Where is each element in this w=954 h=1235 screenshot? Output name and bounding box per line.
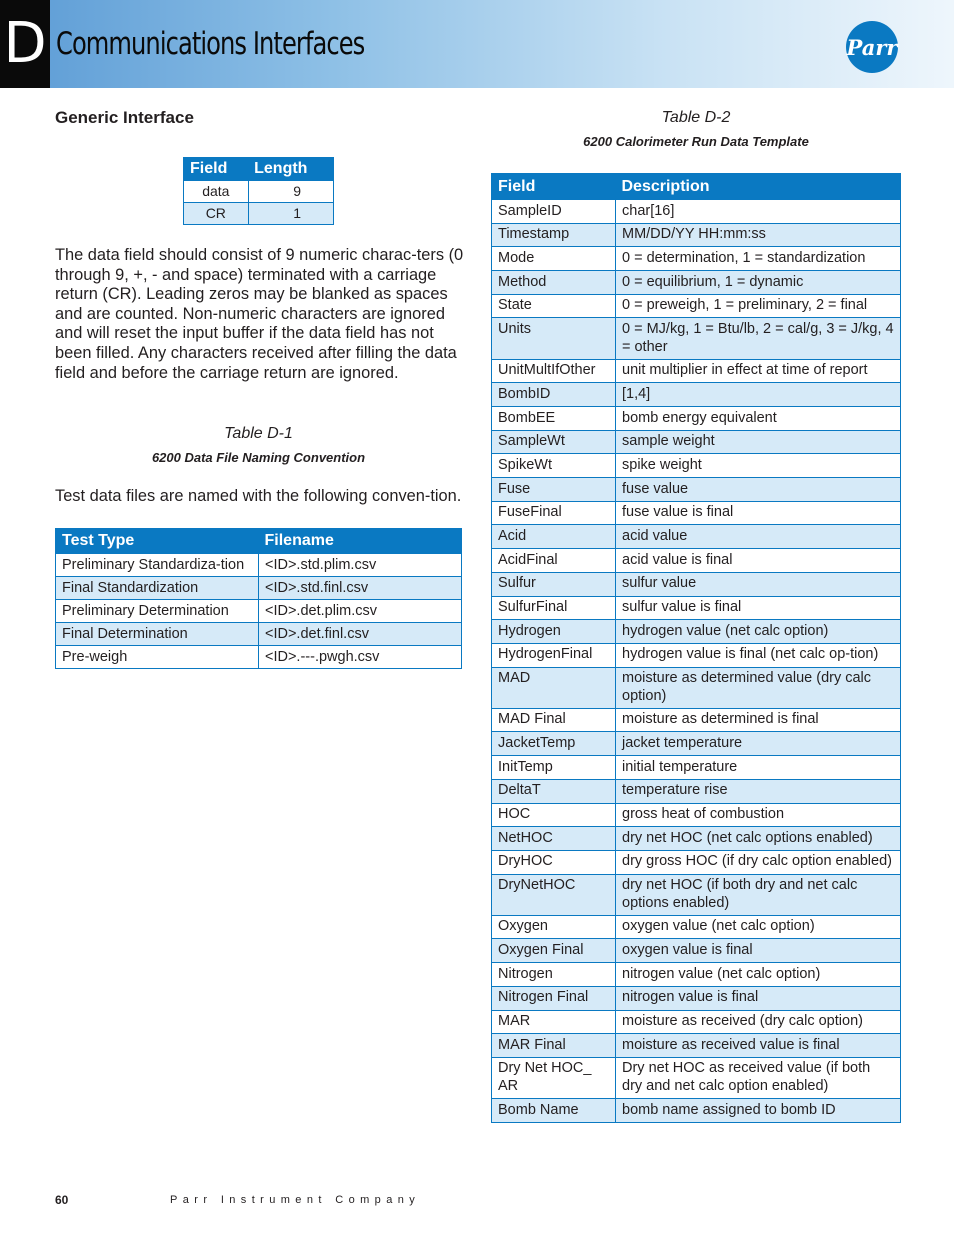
table-cell-value: bomb energy equivalent	[616, 407, 901, 431]
table-cell-value: MM/DD/YY HH:mm:ss	[616, 223, 901, 247]
table-cell-field: BombEE	[492, 407, 616, 431]
table-row	[492, 779, 901, 803]
table-row	[492, 915, 901, 939]
page-header-band	[0, 0, 954, 88]
table-cell-value: [1,4]	[616, 383, 901, 407]
table-cell-value: unit multiplier in effect at time of report	[616, 359, 901, 383]
page-title: Communications Interfaces	[56, 26, 365, 62]
table-cell-field: Nitrogen Final	[492, 986, 616, 1010]
table-d1-title: Table D-1	[224, 425, 293, 442]
run-data-template-table	[491, 173, 901, 1123]
footer-company: Parr Instrument Company	[170, 1194, 421, 1206]
generic-interface-table	[183, 157, 334, 225]
table-row	[492, 572, 901, 596]
table-row	[492, 850, 901, 874]
table-row	[492, 478, 901, 502]
table-cell-field: CR	[184, 203, 249, 225]
table-cell-field: data	[184, 181, 249, 203]
table-row	[492, 1057, 901, 1098]
table-row	[492, 501, 901, 525]
table-row	[492, 963, 901, 987]
column-header: Filename	[259, 529, 462, 554]
table-cell-field: DryNetHOC	[492, 874, 616, 915]
table-cell-value: spike weight	[616, 454, 901, 478]
table-cell-value: 0 = determination, 1 = standardization	[616, 247, 901, 271]
table-row	[492, 939, 901, 963]
logo-text: Parr	[846, 35, 898, 60]
table-cell-field: AcidFinal	[492, 549, 616, 573]
table-row	[492, 827, 901, 851]
table-cell-field: Method	[492, 271, 616, 295]
section-heading: Generic Interface	[55, 108, 194, 127]
table-row	[492, 294, 901, 318]
table-cell-value: sulfur value	[616, 572, 901, 596]
chapter-tab-letter: D	[0, 0, 50, 88]
table-cell-field: Nitrogen	[492, 963, 616, 987]
table-cell-field: MAR	[492, 1010, 616, 1034]
table-cell-field: UnitMultIfOther	[492, 359, 616, 383]
column-header: Field	[184, 158, 249, 181]
table-cell-value: sample weight	[616, 430, 901, 454]
table-cell-value: hydrogen value is final (net calc op-tion)	[616, 643, 901, 667]
table-cell-field: MAR Final	[492, 1034, 616, 1058]
table-cell-field: Oxygen Final	[492, 939, 616, 963]
table-cell-value: char[16]	[616, 200, 901, 224]
table-cell-field: DryHOC	[492, 850, 616, 874]
table-row	[492, 454, 901, 478]
table-cell-value: acid value	[616, 525, 901, 549]
generic-paragraph: The data field should consist of 9 numeric charac-ters (0 through 9, +, - and space) terminated with a carriage return (CR). Leading zeros may be blanked as spaces and are counted. Non-numeric characters are ignored and will reset the input buffer if the data field has not been filled. Any characters received after filling the data field and before the carriage return are ignored.	[55, 246, 464, 382]
table-row	[492, 549, 901, 573]
table-cell-field: Final Determination	[56, 623, 259, 646]
table-header-row	[56, 529, 462, 554]
table-cell-value: 0 = MJ/kg, 1 = Btu/lb, 2 = cal/g, 3 = J/kg, 4 = other	[616, 318, 901, 359]
table-cell-field: State	[492, 294, 616, 318]
table-row	[492, 986, 901, 1010]
table-cell-field: MAD	[492, 667, 616, 708]
table-row	[56, 623, 462, 646]
table-cell-field: HOC	[492, 803, 616, 827]
table-cell-field: Final Standardization	[56, 577, 259, 600]
table-row	[56, 646, 462, 669]
table-row	[492, 732, 901, 756]
table-cell-field: InitTemp	[492, 756, 616, 780]
table-cell-field: FuseFinal	[492, 501, 616, 525]
table-cell-value: <ID>.std.finl.csv	[259, 577, 462, 600]
table-cell-value: bomb name assigned to bomb ID	[616, 1099, 901, 1123]
table-cell-field: Pre-weigh	[56, 646, 259, 669]
table-row	[492, 359, 901, 383]
table-cell-field: SampleID	[492, 200, 616, 224]
table-cell-field: SulfurFinal	[492, 596, 616, 620]
table-cell-value: moisture as determined value (dry calc option)	[616, 667, 901, 708]
table-row	[492, 383, 901, 407]
table-cell-value: 1	[248, 203, 333, 225]
table-cell-field: Mode	[492, 247, 616, 271]
table-row	[492, 620, 901, 644]
table-cell-value: sulfur value is final	[616, 596, 901, 620]
parr-logo-icon	[845, 20, 899, 74]
table-cell-value: acid value is final	[616, 549, 901, 573]
column-header: Length	[248, 158, 333, 181]
table-row	[492, 525, 901, 549]
table-row	[492, 200, 901, 224]
table-cell-field: Bomb Name	[492, 1099, 616, 1123]
table-cell-value: oxygen value (net calc option)	[616, 915, 901, 939]
table-cell-value: <ID>.det.finl.csv	[259, 623, 462, 646]
table-cell-value: <ID>.---.pwgh.csv	[259, 646, 462, 669]
table-cell-field: Units	[492, 318, 616, 359]
file-naming-table	[55, 528, 462, 669]
table-row	[184, 203, 334, 225]
table-cell-field: SpikeWt	[492, 454, 616, 478]
table-cell-field: Oxygen	[492, 915, 616, 939]
table-cell-value: initial temperature	[616, 756, 901, 780]
table-cell-field: Timestamp	[492, 223, 616, 247]
table-cell-value: 0 = equilibrium, 1 = dynamic	[616, 271, 901, 295]
table-cell-value: 0 = preweigh, 1 = preliminary, 2 = final	[616, 294, 901, 318]
table-cell-value: dry gross HOC (if dry calc option enabled)	[616, 850, 901, 874]
table-row	[492, 803, 901, 827]
table-cell-field: Hydrogen	[492, 620, 616, 644]
table-cell-value: jacket temperature	[616, 732, 901, 756]
table-cell-field: NetHOC	[492, 827, 616, 851]
table-row	[56, 577, 462, 600]
table-row	[492, 1099, 901, 1123]
table-header-row	[492, 174, 901, 200]
table-row	[56, 554, 462, 577]
table-cell-field: DeltaT	[492, 779, 616, 803]
table-d2-title: Table D-2	[661, 109, 731, 126]
table-cell-field: Acid	[492, 525, 616, 549]
table-cell-field: MAD Final	[492, 708, 616, 732]
table-header-row	[184, 158, 334, 181]
page-number: 60	[55, 1193, 69, 1207]
table-cell-field: Sulfur	[492, 572, 616, 596]
table-row	[492, 318, 901, 359]
column-header: Description	[616, 174, 901, 200]
table-cell-value: Dry net HOC as received value (if both dry and net calc option enabled)	[616, 1057, 901, 1098]
table-cell-value: dry net HOC (net calc options enabled)	[616, 827, 901, 851]
table-cell-field: JacketTemp	[492, 732, 616, 756]
table-cell-value: nitrogen value (net calc option)	[616, 963, 901, 987]
table-cell-value: hydrogen value (net calc option)	[616, 620, 901, 644]
table-cell-field: Fuse	[492, 478, 616, 502]
table-cell-value: <ID>.det.plim.csv	[259, 600, 462, 623]
table-cell-value: oxygen value is final	[616, 939, 901, 963]
table-cell-value: <ID>.std.plim.csv	[259, 554, 462, 577]
table-cell-value: dry net HOC (if both dry and net calc options enabled)	[616, 874, 901, 915]
table-cell-value: fuse value is final	[616, 501, 901, 525]
table-cell-field: Preliminary Determination	[56, 600, 259, 623]
table-d1-subtitle: 6200 Data File Naming Convention	[151, 450, 366, 465]
table-row	[492, 1034, 901, 1058]
table-cell-value: gross heat of combustion	[616, 803, 901, 827]
table-cell-value: moisture as received value is final	[616, 1034, 901, 1058]
table-cell-value: moisture as determined is final	[616, 708, 901, 732]
table-row	[492, 643, 901, 667]
table-row	[492, 1010, 901, 1034]
column-header: Field	[492, 174, 616, 200]
table-row	[492, 756, 901, 780]
table-cell-field: HydrogenFinal	[492, 643, 616, 667]
table-cell-field: BombID	[492, 383, 616, 407]
table-row	[492, 271, 901, 295]
table-row	[492, 247, 901, 271]
table-d2-subtitle: 6200 Calorimeter Run Data Template	[583, 134, 809, 149]
table-cell-value: fuse value	[616, 478, 901, 502]
table-cell-field: Dry Net HOC_ AR	[492, 1057, 616, 1098]
table-cell-field: Preliminary Standardiza-tion	[56, 554, 259, 577]
table-cell-value: moisture as received (dry calc option)	[616, 1010, 901, 1034]
table-row	[492, 708, 901, 732]
table-row	[184, 181, 334, 203]
table-row	[492, 667, 901, 708]
table-cell-field: SampleWt	[492, 430, 616, 454]
table-row	[492, 430, 901, 454]
table-cell-value: nitrogen value is final	[616, 986, 901, 1010]
table-cell-value: 9	[248, 181, 333, 203]
table-cell-value: temperature rise	[616, 779, 901, 803]
table-row	[56, 600, 462, 623]
column-header: Test Type	[56, 529, 259, 554]
table-row	[492, 407, 901, 431]
table-row	[492, 874, 901, 915]
table-d1-intro: Test data files are named with the following conven-tion.	[55, 487, 462, 505]
table-row	[492, 596, 901, 620]
table-row	[492, 223, 901, 247]
